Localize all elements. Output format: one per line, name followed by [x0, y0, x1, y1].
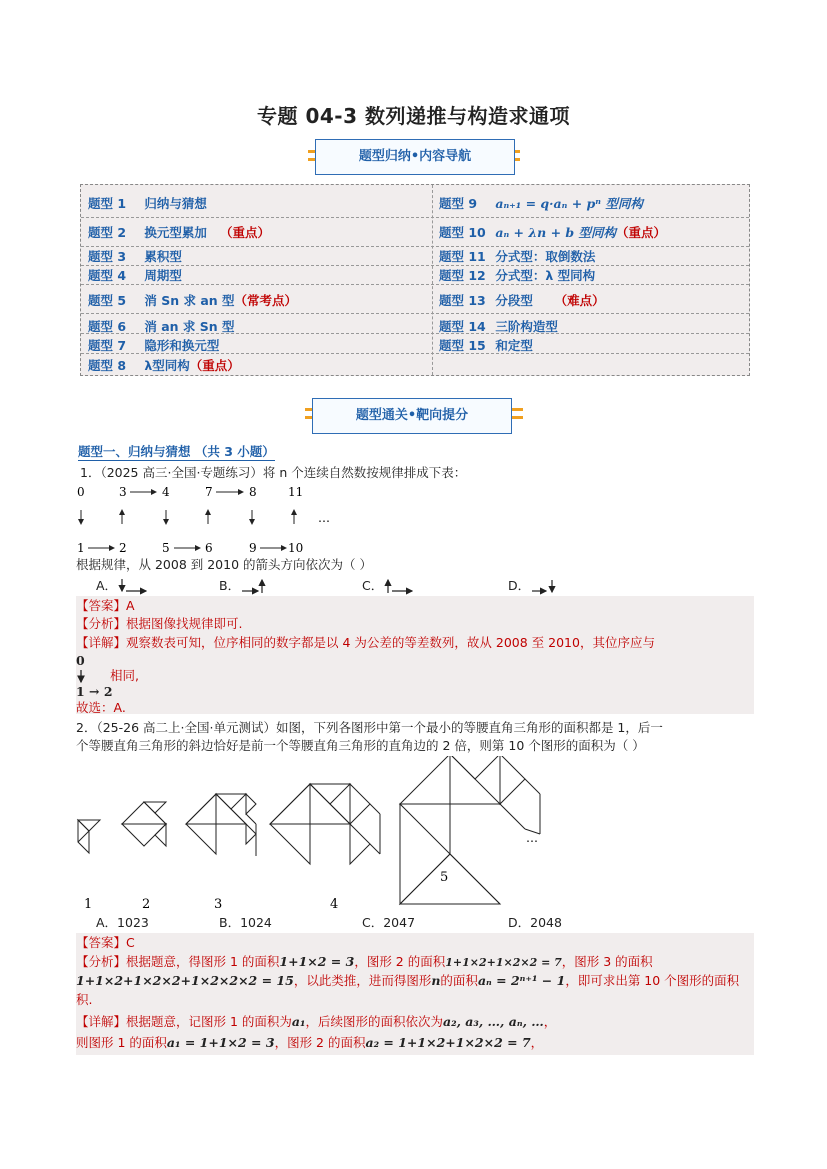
option-c-arrows — [384, 577, 418, 595]
figure-label: 2 — [142, 897, 151, 912]
pattern-number: 7 — [205, 485, 213, 499]
option-c[interactable]: C． — [362, 578, 384, 593]
pattern-number: 5 — [162, 541, 170, 555]
figure-label: 5 — [440, 870, 449, 885]
figure-dots: … — [526, 831, 538, 845]
q2-answer: 【答案】C — [76, 935, 135, 950]
topic-nav-table — [80, 184, 750, 376]
q1-detail-mid: 相同, — [110, 668, 139, 683]
pattern-number: 9 — [249, 541, 257, 555]
nav-item[interactable]: 题型 8 λ型同构（重点） — [88, 358, 240, 373]
pattern-number: 8 — [249, 485, 257, 499]
nav-item[interactable]: 题型 11 分式型：取倒数法 — [439, 249, 596, 264]
q2-triangle-figures — [74, 756, 554, 916]
pattern-dots: … — [318, 511, 330, 525]
pattern-number: 4 — [162, 485, 170, 499]
practice-banner: 题型通关•靶向提分 — [312, 398, 512, 434]
option-d[interactable]: D． — [508, 578, 531, 593]
nav-item[interactable]: 题型 10 aₙ + λn + b 型同构（重点） — [439, 225, 666, 240]
figure-label: 1 — [84, 897, 93, 912]
option-d[interactable]: D．2048 — [508, 915, 562, 930]
nav-item[interactable]: 题型 3 累积型 — [88, 249, 182, 264]
option-b-arrows — [240, 577, 274, 595]
option-a[interactable]: A．1023 — [96, 915, 149, 930]
nav-item[interactable]: 题型 4 周期型 — [88, 268, 182, 283]
pattern-number: 1 — [77, 541, 85, 555]
option-b[interactable]: B．1024 — [219, 915, 272, 930]
pattern-number: 6 — [205, 541, 213, 555]
nav-item[interactable]: 题型 15 和定型 — [439, 338, 533, 353]
q2-analysis-line2: 1+1×2+1×2×2+1×2×2×2 = 15，以此类推，进而得图形n的面积aₙ = 2ⁿ⁺¹ − 1，即可求出第 10 个图形的面积 — [76, 973, 740, 988]
nav-item[interactable]: 题型 6 消 an 求 Sn 型 — [88, 319, 235, 334]
nav-item[interactable]: 题型 2 换元型累加 （重点） — [88, 225, 270, 240]
pattern-number: 11 — [288, 485, 304, 499]
option-a-arrows — [118, 577, 152, 595]
q2-stem-line1: 2．（25-26 高二上·全国·单元测试）如图，下列各图形中第一个最小的等腰直角三角形的面积都是 1，后一 — [76, 720, 663, 735]
nav-item[interactable]: 题型 5 消 Sn 求 an 型（常考点） — [88, 293, 298, 308]
pattern-number: 3 — [119, 485, 127, 499]
pattern-number: 0 — [77, 485, 85, 499]
q1-number-pattern — [74, 484, 344, 560]
nav-item[interactable]: 题型 9 aₙ₊₁ = q·aₙ + pⁿ 型同构 — [439, 196, 643, 211]
page-title: 专题 04-3 数列递推与构造求通项 — [257, 104, 570, 128]
q2-detail-line2: 则图形 1 的面积a₁ = 1+1×2 = 3，图形 2 的面积a₂ = 1+1×2+1×2×2 = 7， — [76, 1035, 544, 1050]
option-c[interactable]: C．2047 — [362, 915, 416, 930]
q1-solution-block — [76, 596, 754, 714]
pattern-number: 2 — [119, 541, 127, 555]
section-heading: 题型一、归纳与猜想 （共 3 小题） — [78, 444, 275, 459]
option-a[interactable]: A． — [96, 578, 118, 593]
q1-stem: 1．（2025 高三·全国·专题练习）将 n 个连续自然数按规律排成下表： — [80, 465, 467, 480]
q2-stem-line2: 个等腰直角三角形的斜边恰好是前一个等腰直角三角形的直角边的 2 倍，则第 10 个图形的面积为（ ） — [76, 738, 645, 753]
q2-analysis-line1: 【分析】根据题意，得图形 1 的面积1+1×2 = 3，图形 2 的面积1+1×2+1×2×2 = 7，图形 3 的面积 — [76, 954, 653, 969]
q1-analysis: 【分析】根据图像找规律即可. — [76, 616, 243, 631]
nav-item[interactable]: 题型 14 三阶构造型 — [439, 319, 558, 334]
q1-conclusion: 故选：A. — [76, 700, 126, 715]
nav-item[interactable]: 题型 12 分式型：λ 型同构 — [439, 268, 596, 283]
q2-analysis-line3: 积. — [76, 992, 93, 1007]
pattern-number: 10 — [288, 541, 304, 555]
q1-question: 根据规律，从 2008 到 2010 的箭头方向依次为（ ） — [76, 557, 372, 572]
nav-item[interactable]: 题型 13 分段型 （难点） — [439, 293, 605, 308]
q1-detail-seq-b: 1 → 2 — [76, 684, 113, 699]
figure-label: 4 — [330, 897, 339, 912]
option-d-arrows — [530, 577, 564, 595]
q2-detail-line1: 【详解】根据题意，记图形 1 的面积为a₁，后续图形的面积依次为a₂, a₃, …, aₙ, …， — [76, 1014, 557, 1029]
q1-detail: 【详解】观察数表可知，位序相同的数字都是以 4 为公差的等差数列，故从 2008 至 2010，其位序应与 — [76, 635, 655, 650]
nav-item[interactable]: 题型 7 隐形和换元型 — [88, 338, 220, 353]
q1-answer: 【答案】A — [76, 598, 135, 613]
q1-detail-seq-a: 0 — [76, 653, 85, 668]
figure-label: 3 — [214, 897, 223, 912]
nav-banner: 题型归纳•内容导航 — [315, 139, 515, 175]
option-b[interactable]: B． — [219, 578, 241, 593]
nav-item[interactable]: 题型 1 归纳与猜想 — [88, 196, 207, 211]
